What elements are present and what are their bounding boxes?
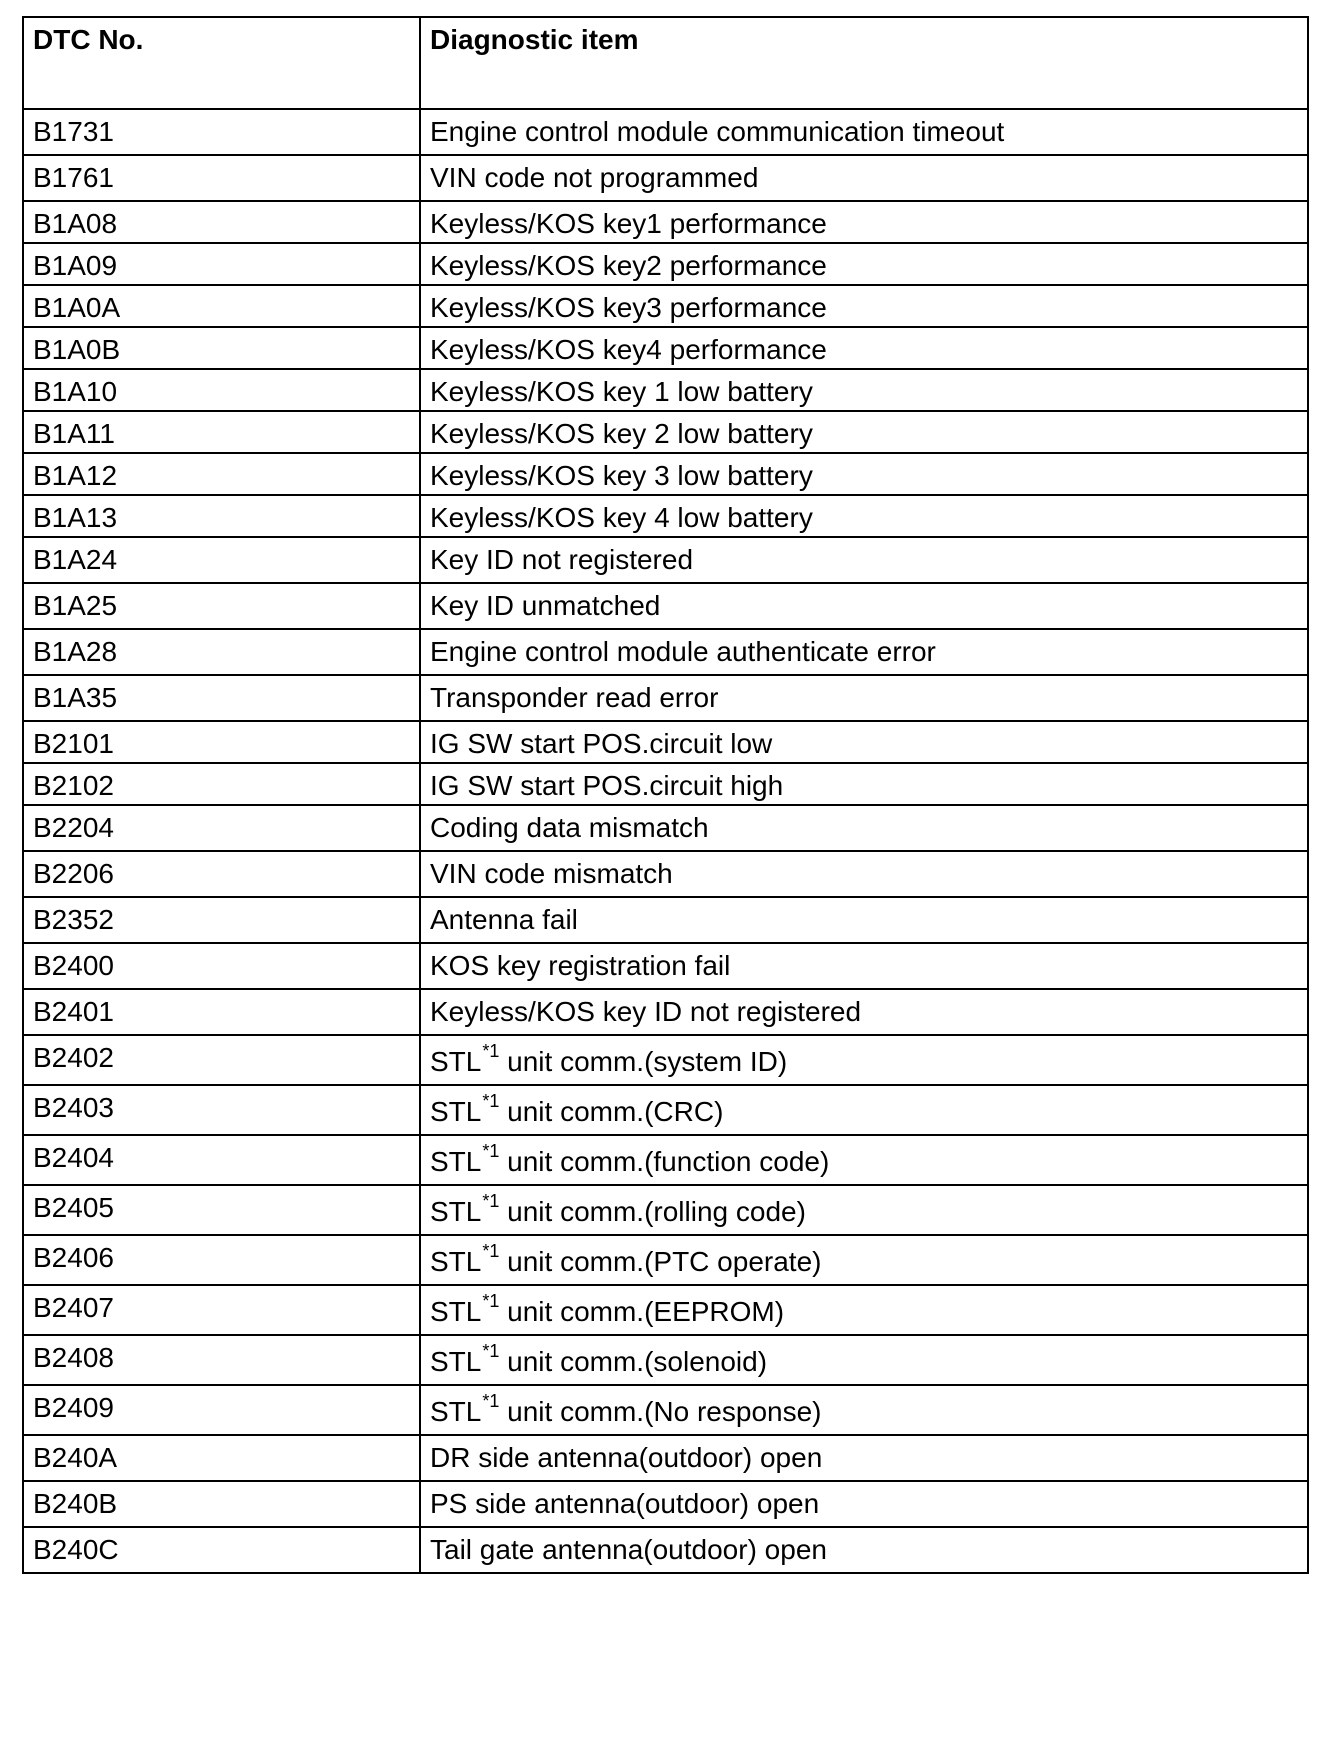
item-prefix: STL <box>430 1396 482 1427</box>
diagnostic-item-cell <box>420 1335 1308 1385</box>
dtc-code-cell: B2206 <box>23 851 420 897</box>
diagnostic-item-cell: IG SW start POS.circuit low <box>420 721 1308 763</box>
diagnostic-item-cell: PS side antenna(outdoor) open <box>420 1481 1308 1527</box>
dtc-code-cell: B1A10 <box>23 369 420 411</box>
header-diagnostic-item: Diagnostic item <box>420 17 1308 109</box>
item-prefix: STL <box>430 1146 482 1177</box>
dtc-code-cell: B1761 <box>23 155 420 201</box>
diagnostic-item-cell <box>420 1185 1308 1235</box>
table-row <box>23 763 1308 805</box>
item-prefix: STL <box>430 1296 482 1327</box>
dtc-code-cell: B2401 <box>23 989 420 1035</box>
item-prefix: STL <box>430 1096 482 1127</box>
dtc-code-cell: B2402 <box>23 1035 420 1085</box>
item-suffix: unit comm.(PTC operate) <box>499 1246 822 1277</box>
item-prefix: STL <box>430 1196 482 1227</box>
diagnostic-item-cell <box>420 1035 1308 1085</box>
dtc-code-cell: B1A0A <box>23 285 420 327</box>
diagnostic-item-cell: KOS key registration fail <box>420 943 1308 989</box>
table-row <box>23 327 1308 369</box>
diagnostic-item-cell: Keyless/KOS key 2 low battery <box>420 411 1308 453</box>
diagnostic-item-cell: IG SW start POS.circuit high <box>420 763 1308 805</box>
table-row <box>23 285 1308 327</box>
diagnostic-item-cell: VIN code not programmed <box>420 155 1308 201</box>
diagnostic-item-cell: VIN code mismatch <box>420 851 1308 897</box>
dtc-code-cell: B2404 <box>23 1135 420 1185</box>
table-row <box>23 1481 1308 1527</box>
diagnostic-item-cell: DR side antenna(outdoor) open <box>420 1435 1308 1481</box>
item-prefix: STL <box>430 1046 482 1077</box>
diagnostic-item-cell: Engine control module communication timeout <box>420 109 1308 155</box>
diagnostic-item-cell: Keyless/KOS key4 performance <box>420 327 1308 369</box>
dtc-code-cell: B2102 <box>23 763 420 805</box>
footnote-marker: *1 <box>482 1191 500 1211</box>
dtc-code-cell: B2406 <box>23 1235 420 1285</box>
dtc-code-cell: B2352 <box>23 897 420 943</box>
dtc-code-cell: B1A35 <box>23 675 420 721</box>
dtc-code-cell: B1A0B <box>23 327 420 369</box>
table-body <box>23 109 1308 1573</box>
footnote-marker: *1 <box>482 1041 500 1061</box>
table-row <box>23 1185 1308 1235</box>
table-row <box>23 369 1308 411</box>
item-suffix: unit comm.(EEPROM) <box>499 1296 785 1327</box>
table-row <box>23 629 1308 675</box>
dtc-code-cell: B2409 <box>23 1385 420 1435</box>
dtc-code-cell: B1A09 <box>23 243 420 285</box>
footnote-marker: *1 <box>482 1291 500 1311</box>
dtc-table <box>22 16 1309 1574</box>
diagnostic-item-cell <box>420 1235 1308 1285</box>
dtc-code-cell: B2407 <box>23 1285 420 1335</box>
diagnostic-item-cell: Keyless/KOS key3 performance <box>420 285 1308 327</box>
table-row <box>23 495 1308 537</box>
table-row <box>23 201 1308 243</box>
dtc-code-cell: B2405 <box>23 1185 420 1235</box>
table-row <box>23 721 1308 763</box>
dtc-code-cell: B1A13 <box>23 495 420 537</box>
diagnostic-item-cell: Tail gate antenna(outdoor) open <box>420 1527 1308 1573</box>
table-row <box>23 1285 1308 1335</box>
dtc-code-cell: B240C <box>23 1527 420 1573</box>
table-row <box>23 537 1308 583</box>
diagnostic-item-cell <box>420 1085 1308 1135</box>
table-row <box>23 943 1308 989</box>
footnote-marker: *1 <box>482 1391 500 1411</box>
diagnostic-item-cell: Keyless/KOS key1 performance <box>420 201 1308 243</box>
diagnostic-item-cell: Keyless/KOS key 3 low battery <box>420 453 1308 495</box>
table-row <box>23 675 1308 721</box>
table-row <box>23 1085 1308 1135</box>
dtc-code-cell: B240A <box>23 1435 420 1481</box>
table-row <box>23 1335 1308 1385</box>
table-row <box>23 411 1308 453</box>
table-row <box>23 897 1308 943</box>
dtc-code-cell: B2403 <box>23 1085 420 1135</box>
diagnostic-item-cell: Keyless/KOS key ID not registered <box>420 989 1308 1035</box>
table-row <box>23 583 1308 629</box>
diagnostic-item-cell: Keyless/KOS key 1 low battery <box>420 369 1308 411</box>
diagnostic-item-cell: Antenna fail <box>420 897 1308 943</box>
dtc-code-cell: B1A11 <box>23 411 420 453</box>
diagnostic-item-cell: Key ID unmatched <box>420 583 1308 629</box>
item-suffix: unit comm.(No response) <box>499 1396 822 1427</box>
table-row <box>23 1035 1308 1085</box>
table-row <box>23 1235 1308 1285</box>
footnote-marker: *1 <box>482 1341 500 1361</box>
item-suffix: unit comm.(solenoid) <box>499 1346 768 1377</box>
table-row <box>23 155 1308 201</box>
item-suffix: unit comm.(system ID) <box>499 1046 788 1077</box>
footnote-marker: *1 <box>482 1141 500 1161</box>
diagnostic-item-cell: Engine control module authenticate error <box>420 629 1308 675</box>
footnote-marker: *1 <box>482 1241 500 1261</box>
table-row <box>23 1135 1308 1185</box>
diagnostic-item-cell: Transponder read error <box>420 675 1308 721</box>
item-suffix: unit comm.(CRC) <box>499 1096 724 1127</box>
item-suffix: unit comm.(rolling code) <box>499 1196 806 1227</box>
footnote-marker: *1 <box>482 1091 500 1111</box>
dtc-code-cell: B1A28 <box>23 629 420 675</box>
dtc-code-cell: B1A12 <box>23 453 420 495</box>
diagnostic-item-cell <box>420 1285 1308 1335</box>
dtc-code-cell: B2408 <box>23 1335 420 1385</box>
table-row <box>23 989 1308 1035</box>
item-suffix: unit comm.(function code) <box>499 1146 830 1177</box>
dtc-code-cell: B240B <box>23 1481 420 1527</box>
diagnostic-item-cell: Keyless/KOS key2 performance <box>420 243 1308 285</box>
table-row <box>23 453 1308 495</box>
dtc-code-cell: B2101 <box>23 721 420 763</box>
table-row <box>23 1527 1308 1573</box>
table-header <box>23 17 1308 109</box>
dtc-code-cell: B2204 <box>23 805 420 851</box>
dtc-code-cell: B1A25 <box>23 583 420 629</box>
table-row <box>23 805 1308 851</box>
table-row <box>23 1435 1308 1481</box>
diagnostic-item-cell: Keyless/KOS key 4 low battery <box>420 495 1308 537</box>
dtc-code-cell: B1A08 <box>23 201 420 243</box>
diagnostic-item-cell: Key ID not registered <box>420 537 1308 583</box>
table-row <box>23 243 1308 285</box>
header-row <box>23 17 1308 109</box>
table-row <box>23 109 1308 155</box>
header-dtc-no: DTC No. <box>23 17 420 109</box>
table-row <box>23 851 1308 897</box>
item-prefix: STL <box>430 1246 482 1277</box>
item-prefix: STL <box>430 1346 482 1377</box>
diagnostic-item-cell <box>420 1385 1308 1435</box>
dtc-code-cell: B2400 <box>23 943 420 989</box>
diagnostic-item-cell <box>420 1135 1308 1185</box>
dtc-code-cell: B1731 <box>23 109 420 155</box>
dtc-code-cell: B1A24 <box>23 537 420 583</box>
table-row <box>23 1385 1308 1435</box>
diagnostic-item-cell: Coding data mismatch <box>420 805 1308 851</box>
